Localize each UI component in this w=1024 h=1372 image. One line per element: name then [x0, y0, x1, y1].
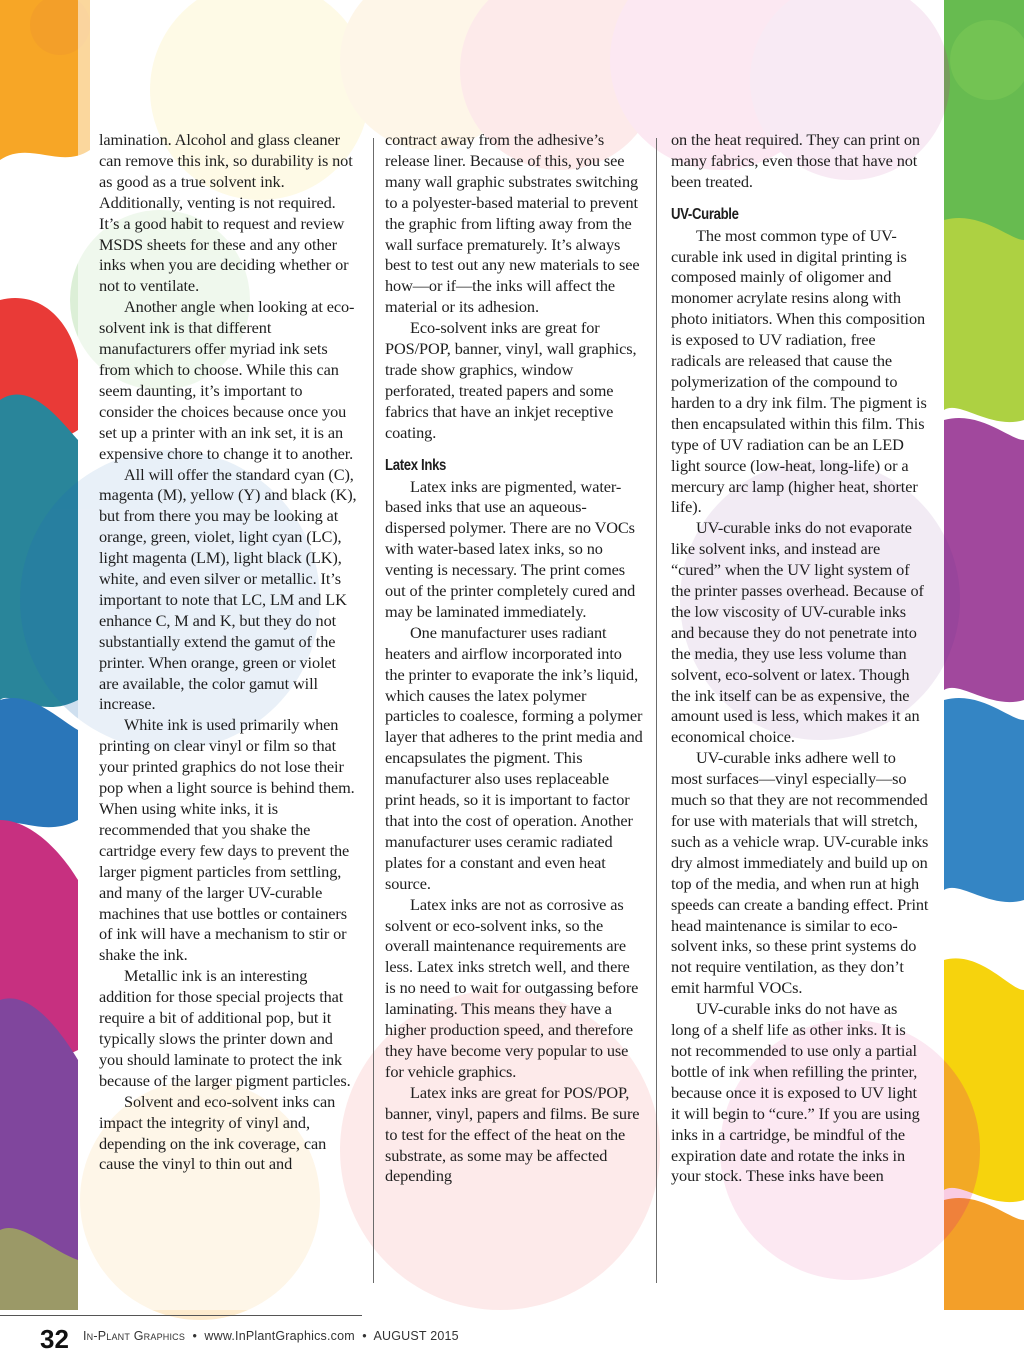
body-paragraph: UV-curable inks adhere well to most surfaces—vinyl especially—so much so that they are not recommended for use with materials that will stretch, such as a vehicle wrap. UV-curable inks dry almost immediately and build up on top of the media, and when run at high speeds can create a banding effect. Print head maintenance is similar to eco-solvent inks, so these print systems do not require ventilation, as they don’t emit harmful VOCs.: [671, 748, 929, 998]
body-paragraph: on the heat required. They can print on many fabrics, even those that have not been treated.: [671, 130, 920, 191]
lime-splatter: [944, 218, 1024, 422]
blue-right-splatter: [944, 698, 1024, 902]
footer-separator: •: [192, 1329, 198, 1343]
article-column-1: [99, 130, 357, 1175]
article-column-2: [385, 130, 643, 1187]
body-paragraph: The most common type of UV-curable ink used in digital printing is composed mainly of oligomer and monomer acrylate resins along with photo initiators. When this composition is exposed to UV radiation, free radicals are released that cause the polymerization of the compound to harden to a dry ink film. The pigment is then encapsulated within this film. This type of UV radiation can be an LED light source (low-heat, long-life) or a mercury arc lamp (higher heat, shorter life).: [671, 225, 927, 517]
body-paragraph: Latex inks are not as corrosive as solvent or eco-solvent inks, so the overall maintenance requirements are less. Latex inks stretch well, and there is no need to wait for outgassing before laminating. This means they have a higher production speed, and therefore they have become very popular to use for vehicle graphics.: [385, 894, 639, 1081]
footer-rule: [0, 1315, 362, 1316]
page-footer: [0, 1310, 1024, 1372]
body-paragraph: Latex inks are great for POS/POP, banner, vinyl, papers and films. Be sure to test for the effect of the heat on the substrate, as some may be affected depending: [385, 1082, 640, 1186]
body-paragraph: All will offer the standard cyan (C), magenta (M), yellow (Y) and black (K), but from there you may be looking at orange, green, violet, light cyan (LC), light magenta (LM), light black (LK), white, and even silver or metallic. It’s important to note that LC, LM and LK enhance C, M and K, but they do not substantially extend the gamut of the printer. When orange, green or violet are available, the color gamut will increase.: [99, 464, 357, 714]
body-paragraph: White ink is used primarily when printing on clear vinyl or film so that your printed graphics do not lose their pop when a light source is behind them. When using white inks, it is recommended that you shake the cartridge every few days to prevent the larger pigment particles from settling, and many of the larger UV-curable machines that use bottles or containers of ink will have a mechanism to stir or shake the ink.: [99, 715, 355, 965]
body-paragraph: lamination. Alcohol and glass cleaner can remove this ink, so durability is not as good as a true solvent ink. Additionally, venting is not required. It’s a good habit to request and review MSDS sheets for these and any other inks when you are deciding whether or not to ventilate.: [99, 130, 353, 296]
blue-splatter: [0, 698, 78, 830]
page-number: 32: [40, 1324, 69, 1354]
issue-date: AUGUST 2015: [373, 1329, 459, 1343]
purple-right-splatter: [944, 418, 1024, 702]
body-paragraph: Another angle when looking at eco-solvent ink is that different manufacturers offer myriad ink sets from which to choose. While this can seem daunting, it’s important to consider the choices because once you set up a printer with an ink set, it is an expensive chore to change it to another.: [99, 297, 355, 463]
article-column-3: [671, 130, 929, 1187]
body-paragraph: UV-curable inks do not have as long of a shelf life as other inks. It is not recommended to use only a partial bottle of ink when refilling the printer, because once it is exposed to UV light it will begin to “cure.” If you are using inks in a cartridge, be mindful of the expiration date and rotate the inks in your stock. These inks have been: [671, 999, 920, 1186]
body-paragraph: contract away from the adhesive’s release liner. Because of this, you see many wall graphic substrates switching to a polyester-based material to prevent the graphic from lifting away from the wall surface prematurely. It’s always best to test out any new materials to see how—or if—the inks will affect the material or its adhesion.: [385, 130, 640, 317]
column-rule-2: [656, 138, 657, 1283]
section-heading: Latex Inks: [385, 456, 447, 474]
column-rule-1: [373, 138, 374, 1283]
body-paragraph: Eco-solvent inks are great for POS/POP, banner, vinyl, wall graphics, trade show graphics, window perforated, treated papers and some fabrics that have an inkjet receptive coating.: [385, 318, 637, 442]
publication-name: In-Plant Graphics: [83, 1329, 186, 1343]
body-paragraph: Solvent and eco-solvent inks can impact the integrity of vinyl and, depending on the ink coverage, can cause the vinyl to thin out and: [99, 1091, 336, 1174]
section-heading: UV-Curable: [671, 205, 739, 223]
website-link[interactable]: www.InPlantGraphics.com: [204, 1329, 355, 1343]
footer-credits: [83, 1329, 459, 1343]
body-paragraph: One manufacturer uses radiant heaters and airflow incorporated into the printer to evaporate the ink’s liquid, which causes the latex polymer particles to coalesce, forming a polymer layer that adheres to the print media and encapsulates the pigment. This manufacturer also uses replaceable print heads, so it is important to factor that into the cost of operation. Another manufacturer uses ceramic radiated plates for a constant and even heat source.: [385, 622, 643, 893]
footer-separator: •: [362, 1329, 367, 1343]
body-paragraph: UV-curable inks do not evaporate like solvent inks, and instead are “cured” when the UV light system of the printer passes overhead. Because of the low viscosity of UV-curable inks and because they do not penetrate into the media, they use less volume than solvent, eco-solvent or latex. Though the ink itself can be as expensive, the amount used is less, which makes it an economical choice.: [671, 518, 924, 747]
body-paragraph: Latex inks are pigmented, water-based inks that use an aqueous-dispersed polymer. There are no VOCs with water-based latex inks, so no venting is necessary. The print comes out of the printer completely cured and may be laminated immediately.: [385, 476, 636, 621]
body-paragraph: Metallic ink is an interesting addition for those special projects that require a bit of additional pop, but it typically slows the printer down and you should laminate to protect the ink because of the larger pigment particles.: [99, 966, 351, 1090]
